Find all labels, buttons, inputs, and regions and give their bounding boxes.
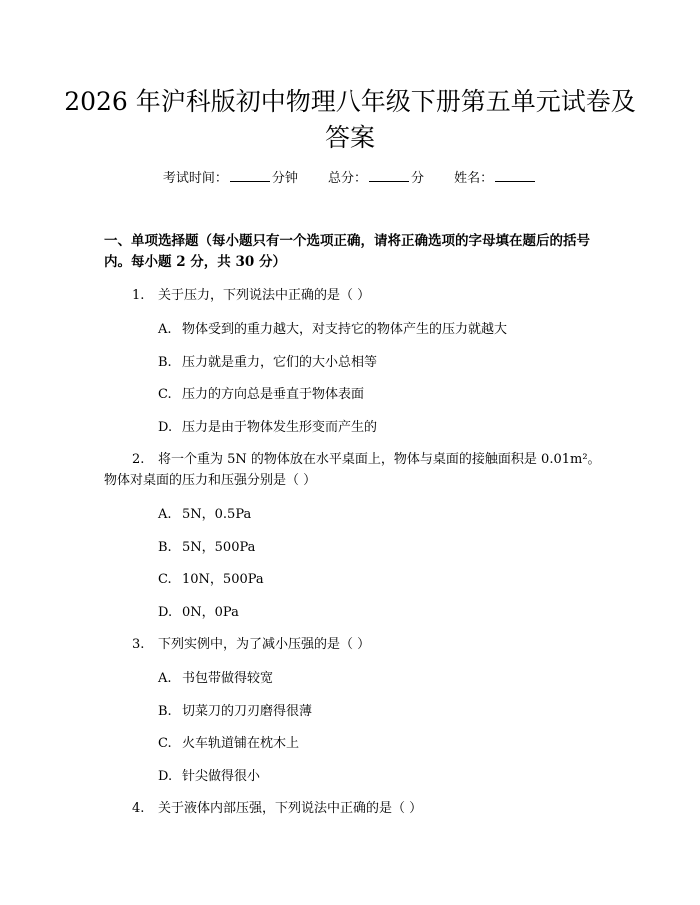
total-score-field [328,168,424,189]
exam-title: 2026 年沪科版初中物理八年级下册第五单元试卷及答案 [64,87,636,152]
exam-time-unit: 分钟 [271,171,298,186]
option-letter: A. [158,671,172,686]
option-text: 针尖做得很小 [182,768,261,784]
option-text: 压力的方向总是垂直于物体表面 [182,387,365,402]
option-letter: C. [158,387,172,402]
option-letter: D. [158,604,173,620]
question-stem [104,449,606,491]
option-letter: D. [158,768,173,784]
question-text: 下列实例中，为了减小压强的是（ ） [158,637,371,652]
question-list [104,285,606,832]
question-text: 将一个重为 5N 的物体放在水平桌面上，物体与桌面的接触面积是 0.01m²。物体对桌面的压力和压强分别是（ ） [104,452,601,488]
option-c [104,733,606,754]
option-text: 物体受到的重力越大，对支持它的物体产生的压力就越大 [182,322,508,337]
option-letter: C. [158,572,172,587]
option-c [104,569,606,590]
option-letter: B. [158,703,172,719]
question-3 [104,634,606,787]
question-number: 1. [132,288,145,303]
student-name-label: 姓名： [454,171,494,186]
question-stem [104,634,606,655]
option-text: 火车轨道铺在枕木上 [182,736,300,751]
option-a [104,319,606,340]
option-b [104,352,606,373]
question-number: 4. [132,801,145,816]
option-list [104,504,606,623]
question-number: 2. [132,452,145,467]
option-letter: C. [158,736,172,751]
question-number: 3. [132,637,145,652]
option-letter: A. [158,507,172,522]
exam-time-label: 考试时间： [162,171,228,186]
option-d [104,602,606,623]
option-text: 书包带做得较宽 [182,671,274,686]
option-text: 压力就是重力，它们的大小总相等 [182,354,378,370]
question-2 [104,449,606,623]
exam-time-blank [230,168,270,182]
option-b [104,537,606,558]
option-a [104,504,606,525]
question-1 [104,285,606,438]
question-text: 关于压力，下列说法中正确的是（ ） [158,288,371,303]
student-name-field [454,168,537,189]
option-letter: B. [158,539,172,555]
option-letter: D. [158,419,173,435]
question-stem [104,798,606,819]
option-text: 0N，0Pa [182,604,239,620]
total-score-blank [369,168,409,182]
section-heading: 一、单项选择题（每小题只有一个选项正确，请将正确选项的字母填在题后的括号内。每小题 2 分，共 30 分） [104,233,590,270]
option-text: 切菜刀的刀刃磨得很薄 [182,703,313,719]
option-d [104,766,606,787]
total-score-unit: 分 [411,171,425,186]
option-c [104,384,606,405]
option-b [104,701,606,722]
option-a [104,668,606,689]
option-text: 5N，0.5Pa [182,507,252,522]
student-name-blank [495,168,535,182]
option-text: 5N，500Pa [182,539,256,555]
option-d [104,417,606,438]
total-score-label: 总分： [327,171,367,186]
option-letter: B. [158,354,172,370]
option-list [104,319,606,438]
exam-time-field [163,168,298,189]
option-list [104,668,606,787]
question-4 [104,798,606,819]
question-text: 关于液体内部压强，下列说法中正确的是（ ） [158,801,423,816]
option-text: 压力是由于物体发生形变而产生的 [182,419,378,435]
question-stem [104,285,606,306]
option-text: 10N，500Pa [182,572,264,587]
exam-meta-row [0,168,700,189]
option-letter: A. [158,322,172,337]
